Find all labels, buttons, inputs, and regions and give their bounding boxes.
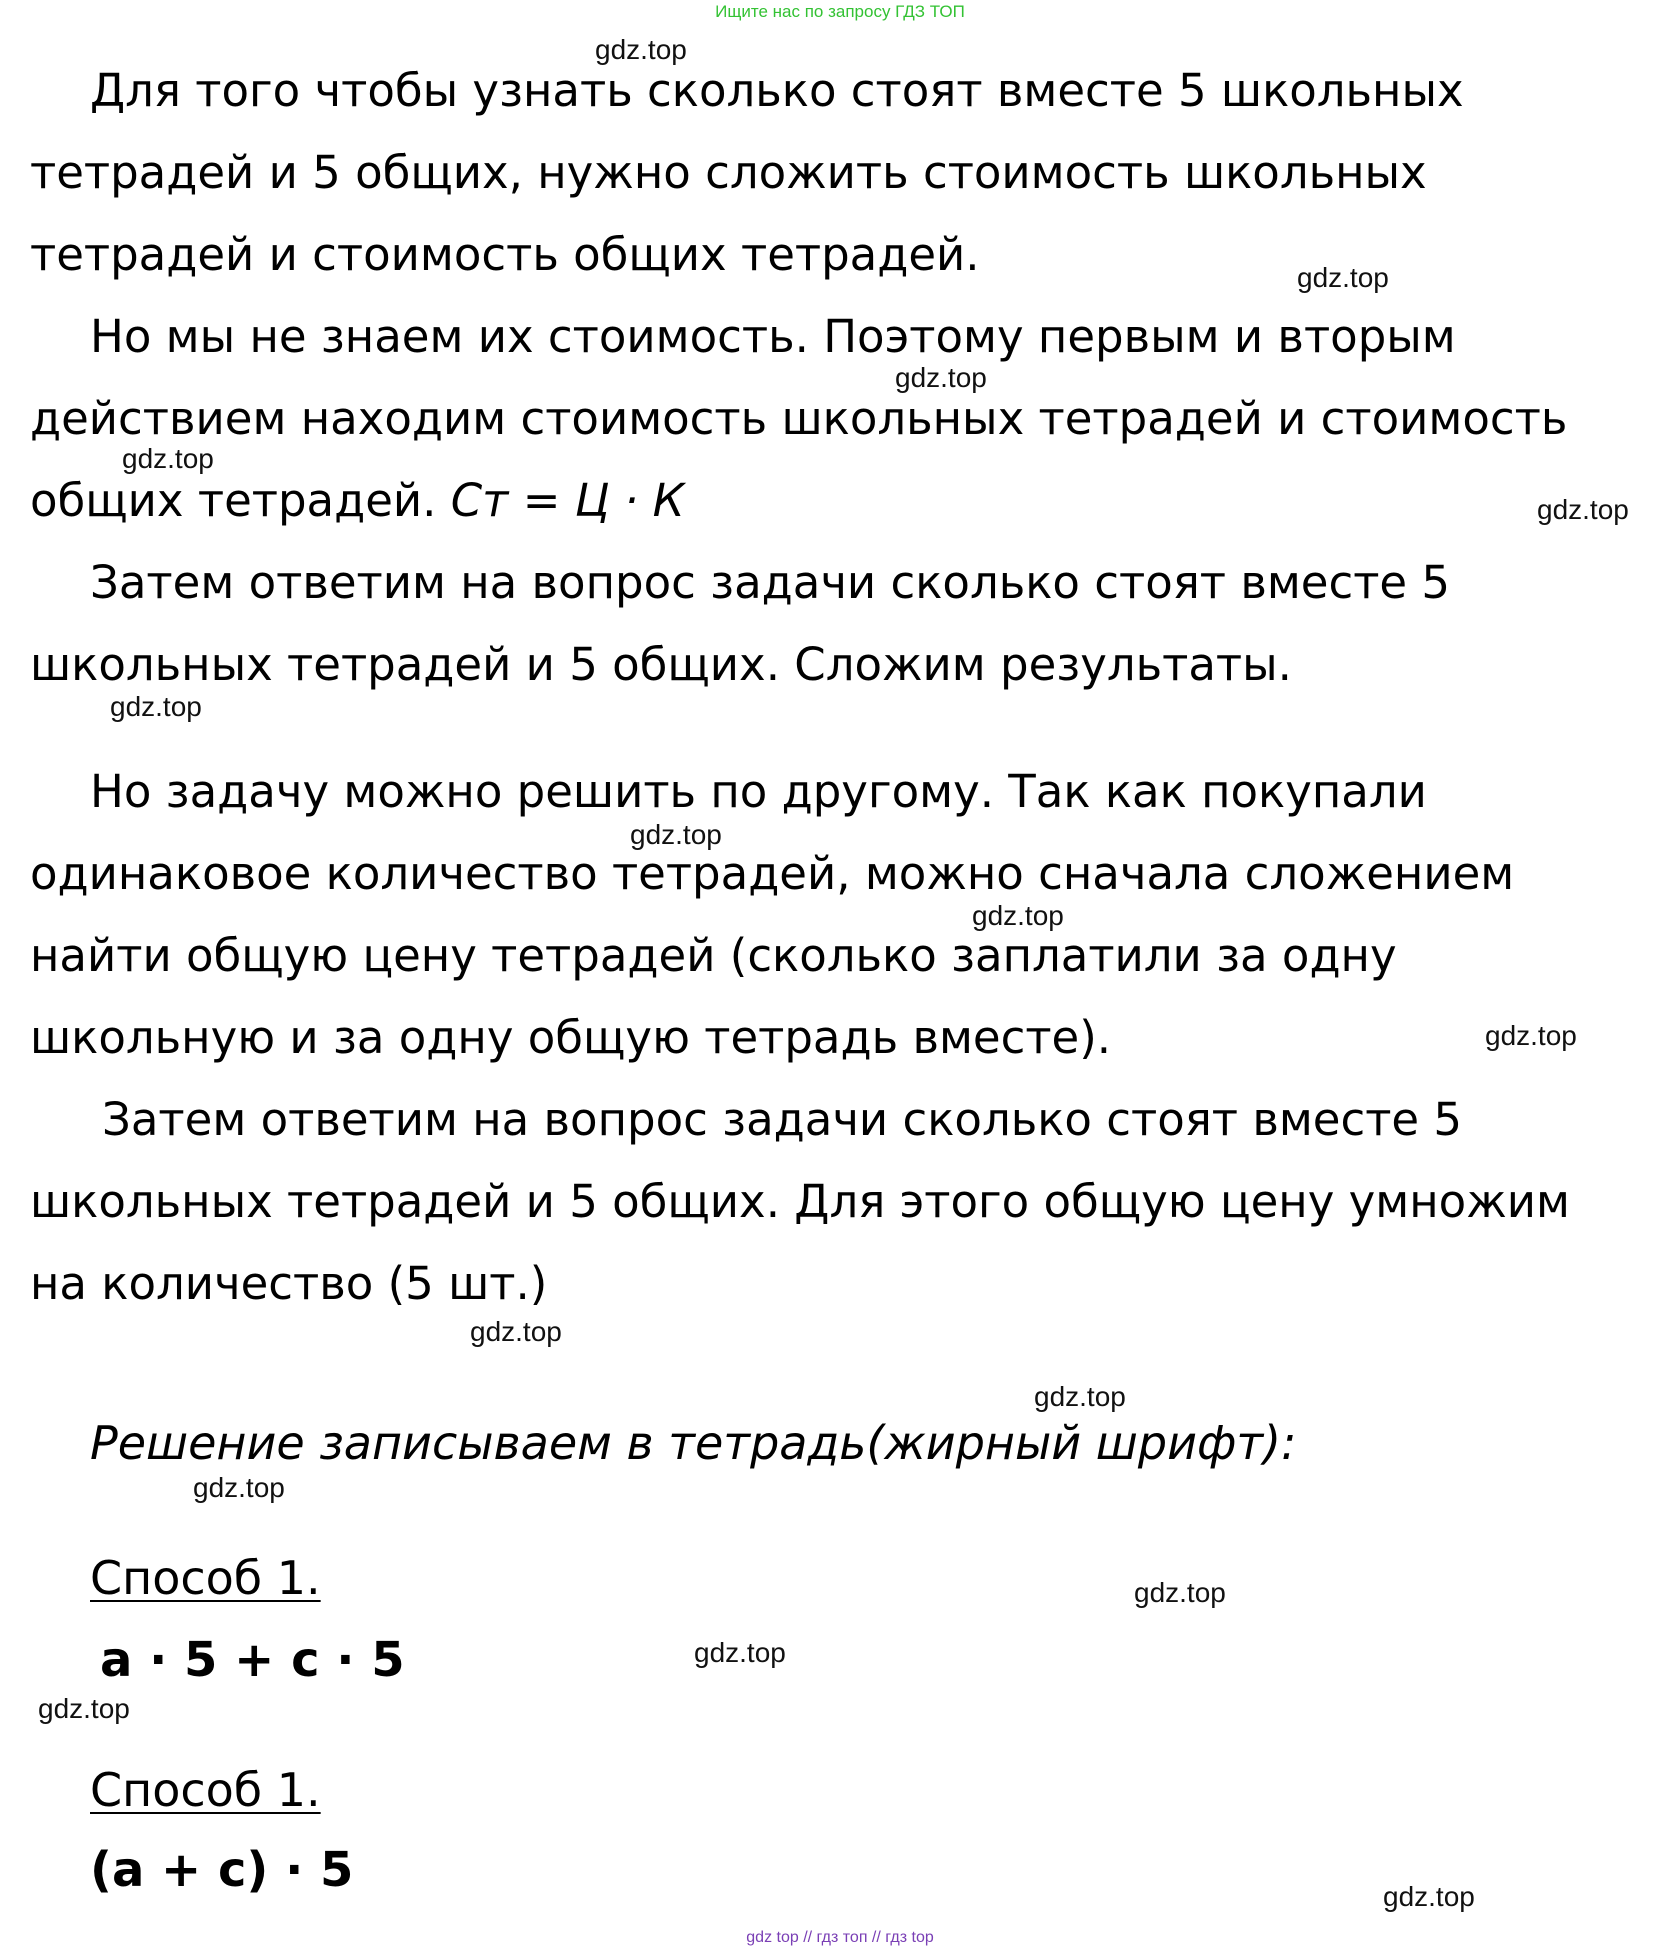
text-line: тетрадей и стоимость общих тетрадей. — [30, 228, 980, 281]
watermark: gdz.top — [972, 900, 1064, 931]
watermark: gdz.top — [694, 1637, 786, 1668]
paragraph-3 — [30, 542, 1650, 706]
text-line: школьную и за одну общую тетрадь вместе). — [30, 1011, 1112, 1064]
paragraph-2 — [30, 296, 1650, 542]
watermark: gdz.top — [110, 691, 202, 722]
method-2-expression: (a + c) · 5 — [90, 1842, 354, 1898]
watermark: gdz.top — [38, 1693, 130, 1724]
watermark: gdz.top — [1297, 262, 1389, 293]
text-line: школьных тетрадей и 5 общих. Сложим результаты. — [30, 638, 1292, 691]
text-line: школьных тетрадей и 5 общих. Для этого общую цену умножим — [30, 1175, 1570, 1228]
text-line: Затем ответим на вопрос задачи сколько стоят вместе 5 — [102, 1093, 1463, 1146]
text-line: на количество (5 шт.) — [30, 1257, 548, 1310]
text-line: Затем ответим на вопрос задачи сколько стоят вместе 5 — [90, 556, 1451, 609]
method-1-expression: a · 5 + c · 5 — [100, 1632, 405, 1688]
bottom-footer: gdz top // гдз топ // гдз top — [746, 1929, 934, 1946]
watermark: gdz.top — [193, 1472, 285, 1503]
text-line: Для того чтобы узнать сколько стоят вместе 5 школьных — [90, 64, 1464, 117]
watermark: gdz.top — [630, 819, 722, 850]
text-line: Но мы не знаем их стоимость. Поэтому первым и вторым — [90, 310, 1456, 363]
paragraph-1 — [30, 50, 1650, 296]
method-2-heading: Способ 1. — [90, 1763, 321, 1817]
watermark: gdz.top — [595, 34, 687, 65]
watermark: gdz.top — [122, 443, 214, 474]
text-line: тетрадей и 5 общих, нужно сложить стоимость школьных — [30, 146, 1427, 199]
cost-formula: Ст = Ц · К — [450, 474, 685, 527]
watermark: gdz.top — [1485, 1020, 1577, 1051]
top-banner: Ищите нас по запросу ГДЗ ТОП — [715, 2, 965, 21]
text-fragment: общих тетрадей. — [30, 474, 437, 527]
solution-note: Решение записываем в тетрадь(жирный шрифт): — [90, 1416, 1297, 1470]
text-line: одинаковое количество тетрадей, можно сначала сложением — [30, 847, 1515, 900]
watermark: gdz.top — [470, 1316, 562, 1347]
paragraph-5 — [30, 1079, 1650, 1325]
watermark: gdz.top — [1034, 1381, 1126, 1412]
watermark: gdz.top — [1383, 1881, 1475, 1912]
text-line: действием находим стоимость школьных тетрадей и стоимость — [30, 392, 1568, 445]
text-line: Но задачу можно решить по другому. Так как покупали — [90, 765, 1427, 818]
paragraph-4 — [30, 751, 1650, 1079]
method-1-heading: Способ 1. — [90, 1551, 321, 1605]
watermark: gdz.top — [1134, 1577, 1226, 1608]
text-line-with-formula — [30, 460, 1650, 542]
watermark: gdz.top — [1537, 494, 1629, 525]
watermark: gdz.top — [895, 362, 987, 393]
text-line: найти общую цену тетрадей (сколько заплатили за одну — [30, 929, 1397, 982]
